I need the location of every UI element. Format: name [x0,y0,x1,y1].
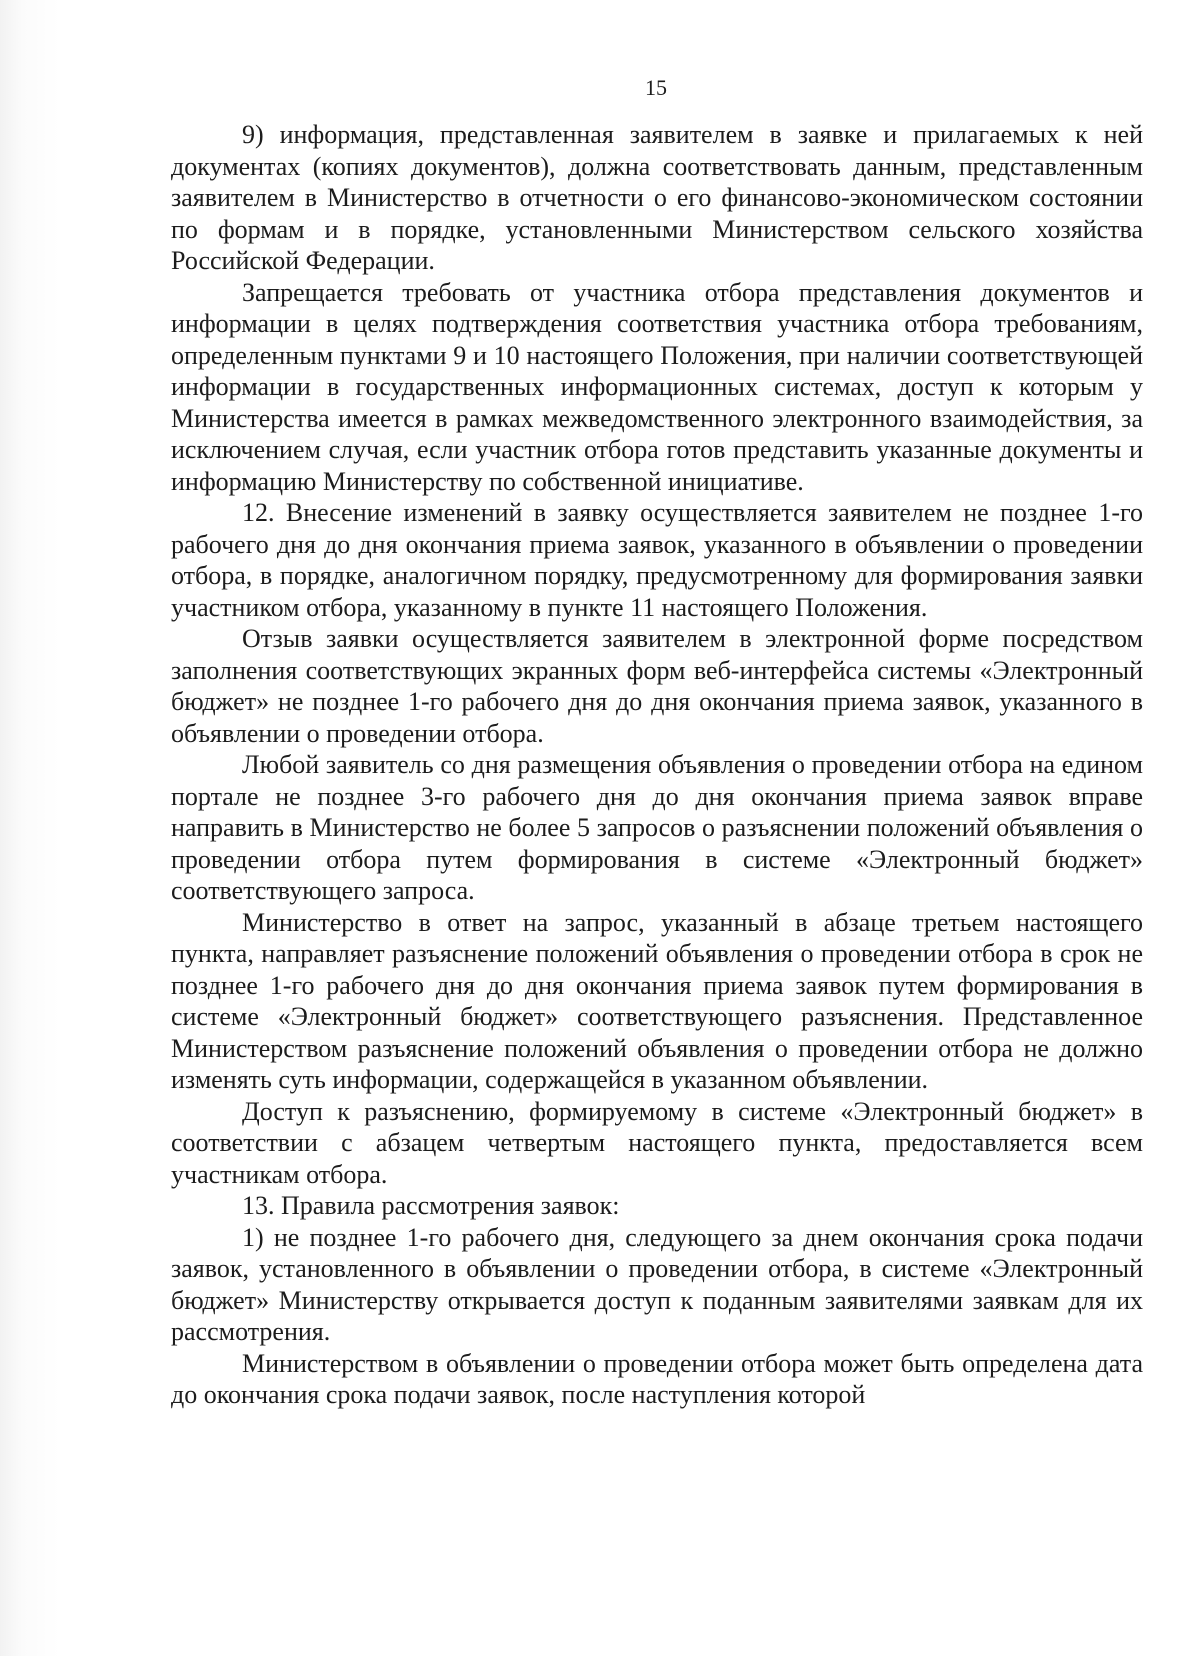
page-number: 15 [645,75,667,100]
paragraph-clarification-access: Доступ к разъяснению, формируемому в системе «Электронный бюджет» в соответствии с абзацем четвертым настоящего пункта, предоставляется всем участникам отбора. [171,1096,1143,1189]
paragraph-prohibition-requirements: Запрещается требовать от участника отбора представления документов и информации в целях подтверждения соответствия участника отбора требованиям, определенным пунктами 9 и 10 настоящего Положения, при наличии соответствующей информации в государственных информационных системах, доступ к которым у Министерства имеется в рамках межведомственного электронного взаимодействия, за исключением случая, если участник отбора готов представить указанные документы и информацию Министерству по собственной инициативе. [171,277,1143,496]
paragraph-application-withdrawal: Отзыв заявки осуществляется заявителем в электронной форме посредством заполнения соответствующих экранных форм веб-интерфейса системы «Электронный бюджет» не позднее 1-го рабочего дня до дня окончания приема заявок, указанного в объявлении о проведении отбора. [171,624,1143,748]
paragraph-item-1-review-access: 1) не позднее 1-го рабочего дня, следующего за днем окончания срока подачи заявок, установленного в объявлении о проведении отбора, в системе «Электронный бюджет» Министерству открывается доступ к поданным заявителями заявкам для их рассмотрения. [171,1222,1143,1346]
paragraph-item-9-info-correspondence: 9) информация, представленная заявителем в заявке и прилагаемых к ней документах (копиях документов), должна соответствовать данным, представленным заявителем в Министерство в отчетности о его финансово-экономическом состоянии по формам и в порядке, установленными Министерством сельского хозяйства Российской Федерации. [171,120,1143,275]
paragraph-deadline-date: Министерством в объявлении о проведении отбора может быть определена дата до окончания срока подачи заявок, после наступления которой [171,1348,1143,1409]
scan-edge-shadow [0,0,60,1656]
paragraph-ministry-response: Министерство в ответ на запрос, указанный в абзаце третьем настоящего пункта, направляет разъяснение положений объявления о проведении отбора в срок не позднее 1-го рабочего дня до дня окончания приема заявок путем формирования в системе «Электронный бюджет» соответствующего разъяснения. Представленное Министерством разъяснение положений объявления о проведении отбора не должно изменять суть информации, содержащейся в указанном объявлении. [171,907,1143,1094]
paragraph-clause-12-changes: 12. Внесение изменений в заявку осуществляется заявителем не позднее 1-го рабочего дня до дня окончания приема заявок, указанного в объявлении о проведении отбора, в порядке, аналогичном порядку, предусмотренному для формирования заявки участником отбора, указанному в пункте 11 настоящего Положения. [171,498,1143,622]
paragraph-clarification-requests: Любой заявитель со дня размещения объявления о проведении отбора на едином портале не позднее 3-го рабочего дня до дня окончания приема заявок вправе направить в Министерство не более 5 запросов о разъяснении положений объявления о проведении отбора путем формирования в системе «Электронный бюджет» соответствующего запроса. [171,750,1143,905]
document-body [171,119,1143,1411]
paragraph-clause-13-heading: 13. Правила рассмотрения заявок: [242,1191,620,1220]
